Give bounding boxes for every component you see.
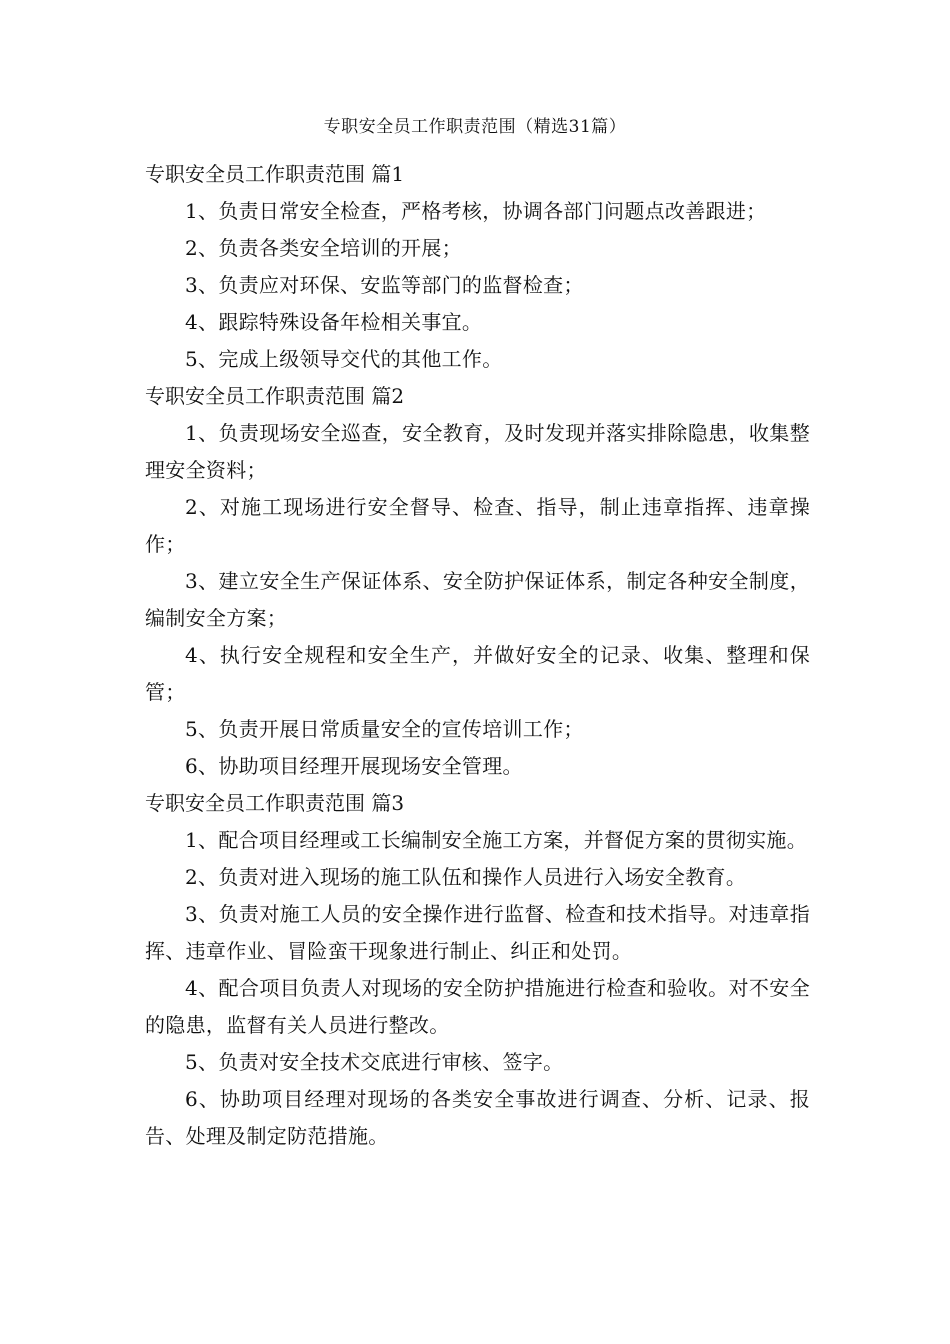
section-1 <box>145 156 810 378</box>
list-item: 5、负责对安全技术交底进行审核、签字。 <box>185 1050 564 1074</box>
list-item: 5、负责开展日常质量安全的宣传培训工作； <box>185 717 584 741</box>
list-item: 6、协助项目经理对现场的各类安全事故进行调查、分析、记录、报告、处理及制定防范措施。 <box>145 1087 810 1148</box>
list-item: 2、负责各类安全培训的开展； <box>185 236 462 260</box>
list-item: 1、负责现场安全巡查，安全教育，及时发现并落实排除隐患，收集整理安全资料； <box>145 421 810 482</box>
section-heading: 专职安全员工作职责范围 篇3 <box>145 791 405 815</box>
list-item: 4、执行安全规程和安全生产，并做好安全的记录、收集、整理和保管； <box>145 643 810 704</box>
list-item: 6、协助项目经理开展现场安全管理。 <box>185 754 523 778</box>
document-title: 专职安全员工作职责范围（精选31篇） <box>323 117 627 137</box>
list-item: 4、跟踪特殊设备年检相关事宜。 <box>185 310 483 334</box>
section-3 <box>145 785 810 1155</box>
section-heading: 专职安全员工作职责范围 篇2 <box>145 384 405 408</box>
section-2 <box>145 378 810 785</box>
document-body <box>145 156 810 1155</box>
list-item: 4、配合项目负责人对现场的安全防护措施进行检查和验收。对不安全的隐患，监督有关人员进行整改。 <box>145 976 810 1037</box>
list-item: 3、负责对施工人员的安全操作进行监督、检查和技术指导。对违章指挥、违章作业、冒险蛮干现象进行制止、纠正和处罚。 <box>145 902 810 963</box>
list-item: 3、负责应对环保、安监等部门的监督检查； <box>185 273 584 297</box>
list-item: 1、配合项目经理或工长编制安全施工方案，并督促方案的贯彻实施。 <box>185 828 808 852</box>
list-item: 2、对施工现场进行安全督导、检查、指导，制止违章指挥、违章操作； <box>145 495 810 556</box>
section-heading: 专职安全员工作职责范围 篇1 <box>145 162 405 186</box>
list-item: 5、完成上级领导交代的其他工作。 <box>185 347 503 371</box>
list-item: 2、负责对进入现场的施工队伍和操作人员进行入场安全教育。 <box>185 865 747 889</box>
list-item: 3、建立安全生产保证体系、安全防护保证体系，制定各种安全制度，编制安全方案； <box>145 569 810 630</box>
list-item: 1、负责日常安全检查，严格考核，协调各部门问题点改善跟进； <box>185 199 767 223</box>
